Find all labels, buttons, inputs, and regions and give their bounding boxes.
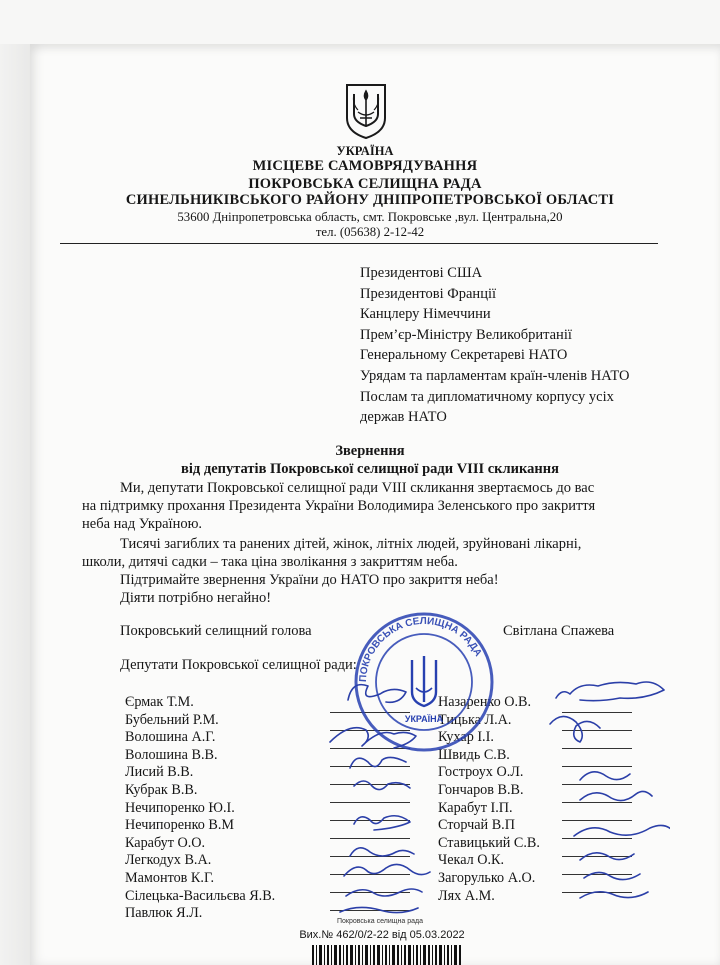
recipients-list xyxy=(360,263,630,428)
deputies-label: Депутати Покровської селищної ради: xyxy=(120,657,357,673)
barcode xyxy=(312,945,462,965)
deputy-name: Лисий В.В. xyxy=(125,764,194,781)
deputy-name: Нечипоренко Ю.І. xyxy=(125,799,235,816)
deputy-name: Мамонтов К.Г. xyxy=(125,869,215,886)
country-label: УКРАЇНА xyxy=(336,144,394,158)
head-name: Світлана Спажева xyxy=(503,623,615,639)
registration-caption: Покровська селищна рада xyxy=(337,918,423,925)
appeal-paragraph-1-line-2: на підтримку прохання Президента України Володимира Зеленського про закриття xyxy=(82,498,596,514)
appeal-paragraph-2-line-2: школи, дитячі садки – така ціна зволікання з закриттям неба. xyxy=(82,554,458,570)
deputy-signatures-right xyxy=(540,672,670,912)
deputy-name: Єрмак Т.М. xyxy=(125,694,194,710)
letterhead-line-3: СИНЕЛЬНИКІВСЬКОГО РАЙОНУ ДНІПРОПЕТРОВСЬКОЇ ОБЛАСТІ xyxy=(125,192,615,208)
seal-ring-text: ПОКРОВСЬКА СЕЛИЩНА РАДА xyxy=(357,615,484,683)
deputy-name: Гостроух О.Л. xyxy=(438,764,524,781)
deputy-name: Сторчай В.П xyxy=(438,817,515,834)
deputy-name: Легкодух В.А. xyxy=(125,852,212,869)
scan-top-margin xyxy=(0,0,720,44)
letterhead-address: 53600 Дніпропетровська область, смт. Покровське ,вул. Центральна,20 xyxy=(177,210,563,224)
deputy-name: Волошина А.Г. xyxy=(125,729,216,746)
trident-coat-of-arms-icon xyxy=(344,82,388,140)
deputy-name: Павлюк Я.Л. xyxy=(125,905,203,922)
recipient-line: держав НАТО xyxy=(360,409,447,426)
letter-page xyxy=(30,44,720,965)
appeal-paragraph-2-line-1: Тисячі загиблих та ранених дітей, жінок, літніх людей, зруйновані лікарні, xyxy=(120,536,582,552)
deputy-name: Тицька Л.А. xyxy=(438,711,512,728)
deputy-name: Сілецька-Васильєва Я.В. xyxy=(125,887,276,904)
appeal-paragraph-1-line-1: Ми, депутати Покровської селищної ради VIII скликання звертаємось до вас xyxy=(120,480,595,496)
deputy-name: Лях А.М. xyxy=(438,887,495,904)
letterhead-rule xyxy=(60,243,658,244)
appeal-paragraph-1-line-3: неба над Україною. xyxy=(82,516,203,532)
recipient-line: Генеральному Секретареві НАТО xyxy=(360,347,568,364)
deputy-name: Волошина В.В. xyxy=(125,746,218,763)
deputy-name: Карабут О.О. xyxy=(125,834,206,851)
deputy-name: Кубрак В.В. xyxy=(125,781,198,798)
recipient-line: Послам та дипломатичному корпусу усіх xyxy=(360,388,614,405)
deputy-name: Гончаров В.В. xyxy=(438,781,524,798)
recipient-line: Президентові Франції xyxy=(360,285,497,302)
deputy-name: Бубельний Р.М. xyxy=(125,711,219,728)
official-seal xyxy=(352,610,496,754)
appeal-paragraph-4: Діяти потрібно негайно! xyxy=(120,590,272,606)
deputy-name: Ставицький С.В. xyxy=(438,834,540,851)
recipient-line: Канцлеру Німеччини xyxy=(360,306,491,323)
letterhead-line-2: ПОКРОВСЬКА СЕЛИЩНА РАДА xyxy=(248,176,482,192)
scan-left-margin xyxy=(0,44,30,965)
deputy-name: Назаренко О.В. xyxy=(438,694,532,710)
deputy-name: Карабут І.П. xyxy=(438,799,513,816)
appeal-subtitle: від депутатів Покровської селищної ради VIII скликання xyxy=(181,461,559,477)
deputy-name: Чекал О.К. xyxy=(438,852,505,869)
head-label: Покровський селищний голова xyxy=(120,623,312,639)
registration-number: Вих.№ 462/0/2-22 від 05.03.2022 xyxy=(299,929,465,941)
deputies-left-column xyxy=(125,694,275,923)
recipient-line: Президентові США xyxy=(360,265,483,281)
seal-center-text: УКРАЇНА xyxy=(404,714,444,724)
letterhead-line-1: МІСЦЕВЕ САМОВРЯДУВАННЯ xyxy=(252,158,478,174)
letterhead-phone: тел. (05638) 2-12-42 xyxy=(315,225,425,239)
deputy-name: Нечипоренко В.М xyxy=(125,817,235,834)
recipient-line: Прем’єр-Міністру Великобританії xyxy=(360,326,572,343)
recipient-line: Урядам та парламентам країн-членів НАТО xyxy=(360,367,630,384)
appeal-paragraph-3: Підтримайте звернення України до НАТО про закриття неба! xyxy=(120,572,499,588)
deputy-name: Загорулько А.О. xyxy=(438,869,536,886)
appeal-title: Звернення xyxy=(335,443,405,459)
deputy-name: Кухар І.І. xyxy=(438,729,494,746)
deputy-name: Швидь С.В. xyxy=(438,746,510,763)
